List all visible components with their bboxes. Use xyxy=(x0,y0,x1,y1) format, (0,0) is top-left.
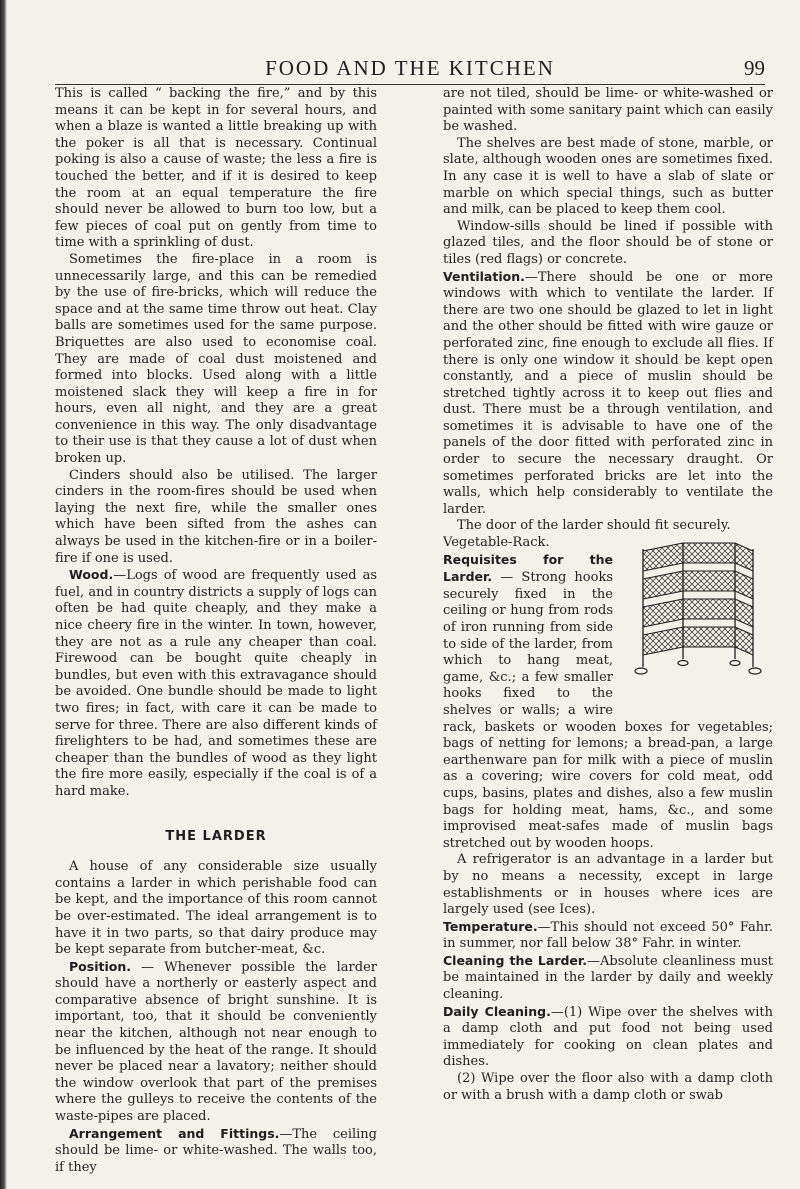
running-header xyxy=(55,56,765,85)
left-column xyxy=(55,86,377,1176)
page-binding-edge xyxy=(0,0,7,1189)
paragraph: Window-sills should be lined if possible with glazed tiles, and the floor should be of stone or tiles (red flags) or concrete. xyxy=(443,218,773,267)
run-in-heading: Position. xyxy=(69,958,131,974)
paragraph: are not tiled, should be lime- or white-washed or painted with some sanitary paint which can easily be washed. xyxy=(443,86,773,135)
paragraph-text: —This should not exceed 50° Fahr. in summer, nor fall below 38° Fahr. in winter. xyxy=(443,919,773,952)
run-in-heading: Ventilation. xyxy=(443,268,525,284)
paragraph-text: —(1) Wipe over the shelves with a damp cloth and put food not being used immediately for cooking on clean plates and dishes. xyxy=(443,1004,773,1070)
run-in-heading: Arrangement and Fittings. xyxy=(69,1125,280,1141)
paragraph-temperature xyxy=(443,919,773,953)
run-in-heading: Cleaning the Larder. xyxy=(443,952,588,968)
run-in-heading: Wood. xyxy=(69,567,114,583)
paragraph-wood xyxy=(55,567,377,800)
paragraph: A house of any considerable size usually contains a larder in which perishable food can be kept, and the importance of this room cannot be over-estimated. The ideal arrangement is to have it in two parts, so that dairy produce may be kept separate from butcher-meat, &c. xyxy=(55,859,377,958)
run-in-heading: Daily Cleaning. xyxy=(443,1003,551,1019)
vegetable-rack-illustration xyxy=(623,539,773,681)
paragraph: Cinders should also be utilised. The larger cinders in the room-fires should be used when laying the next fire, while the smaller ones which have been sifted from the ashes can always be used in the kitchen-fire or in a boiler-fire if one is used. xyxy=(55,467,377,566)
paragraph-cleaning xyxy=(443,953,773,1004)
paragraph: A refrigerator is an advantage in a larder but by no means a necessity, except in large establishments or in houses where ices are largely used (see Ices). xyxy=(443,852,773,918)
right-column xyxy=(443,86,773,1104)
run-in-heading: Requisites for the Larder. xyxy=(443,551,613,585)
paragraph-text: — Whenever possible the larder should have a northerly or easterly aspect and comparative absence of bright sunshine. It is important, too, that it should be conveniently near the kitchen, although not near enough to be influenced by the heat of the range. It should never be placed near a lavatory; neither should the window overlook that part of the premises where the gulleys to receive the contents of the waste-pipes are placed. xyxy=(55,959,377,1125)
paragraph-daily-cleaning xyxy=(443,1004,773,1071)
paragraph-text: —The ceiling should be lime- or white-washed. The walls too, if they xyxy=(55,1126,377,1175)
paragraph: The shelves are best made of stone, marble, or slate, although wooden ones are sometimes fixed. In any case it is well to have a slab of slate or marble on which special things, such as butter and milk, can be placed to keep them cool. xyxy=(443,135,773,218)
paragraph-position xyxy=(55,959,377,1126)
paragraph: The door of the larder should fit securely. xyxy=(457,518,731,534)
paragraph: (2) Wipe over the floor also with a damp cloth or with a brush with a damp cloth or swab xyxy=(443,1071,773,1103)
vegetable-rack-figure xyxy=(623,539,773,699)
figure-caption: Vegetable-Rack. xyxy=(443,535,550,551)
paragraph: Sometimes the fire-place in a room is unnecessarily large, and this can be remedied by the use of fire-bricks, which will reduce the space and at the same time throw out heat. Clay balls are sometimes used for the same purpose. Briquettes are also used to economise coal. They are made of coal dust moistened and formed into blocks. Used along with a little moistened slack they will keep a fire in for hours, even all night, and they are a great convenience in this way. The only disadvantage to their use is that they cause a lot of dust when broken up. xyxy=(55,251,377,467)
paragraph-ventilation xyxy=(443,269,773,519)
page-title: FOOD AND THE KITCHEN xyxy=(265,56,555,80)
paragraph-text: — Strong hooks securely fixed in the ceiling or hung from rods of iron running from side to side of the larder, from which to hang meat, game, &c.; a few smaller hooks fixed to the shelves or walls; a wire rack, baskets or wooden boxes for vegetables; bags of netting for lemons; a bread-pan, a large earthenware pan for milk with a piece of muslin as a covering; wire covers for cold meat, odd cups, basins, plates and dishes, also a few muslin bags for holding meat, hams, &c., and some improvised meat-safes made of muslin bags stretched out by wooden hoops. xyxy=(443,570,773,851)
paragraph-text: —There should be one or more windows with which to ventilate the larder. If there are two one should be glazed to let in light and the other should be fitted with wire gauze or perforated zinc, fine enough to exclude all flies. If there is only one window it should be kept open constantly, and a piece of muslin should be stretched tightly across it to keep out flies and dust. There must be a through ventilation, and sometimes it is advisable to have one of the panels of the door fitted with perforated zinc in order to secure the necessary draught. Or sometimes perforated bricks are let into the walls, which help considerably to ventilate the larder. xyxy=(443,269,773,517)
page-number: 99 xyxy=(744,56,765,80)
paragraph-arrangement xyxy=(55,1126,377,1177)
section-heading: THE LARDER xyxy=(165,828,267,844)
run-in-heading: Temperature. xyxy=(443,918,538,934)
paragraph: This is called “ backing the fire,” and by this means it can be kept in for several hours, and when a blaze is wanted a little breaking up with the poker is all that is necessary. Continual poking is also a cause of waste; the less a fire is touched the better, and if it is desired to keep the room at an equal temperature the fire should never be allowed to burn too low, but a few pieces of coal put on gently from time to time with a sprinkling of dust. xyxy=(55,86,377,251)
paragraph-text: —Absolute cleanliness must be maintained in the larder by daily and weekly cleaning. xyxy=(443,953,774,1003)
paragraph-text: —Logs of wood are frequently used as fuel, and in country districts a supply of logs can often be had quite cheaply, and they make a nice cheery fire in the winter. In town, however, they are not as a rule any cheaper than coal. Firewood can be bought quite cheaply in bundles, but even with this extravagance should be avoided. One bundle should be made to light two fires; in fact, with care it can be made to serve for three. There are also different kinds of firelighters to be had, and sometimes these are cheaper than the bundles of wood as they light the fire more easily, especially if the coal is of a hard make. xyxy=(55,568,377,799)
